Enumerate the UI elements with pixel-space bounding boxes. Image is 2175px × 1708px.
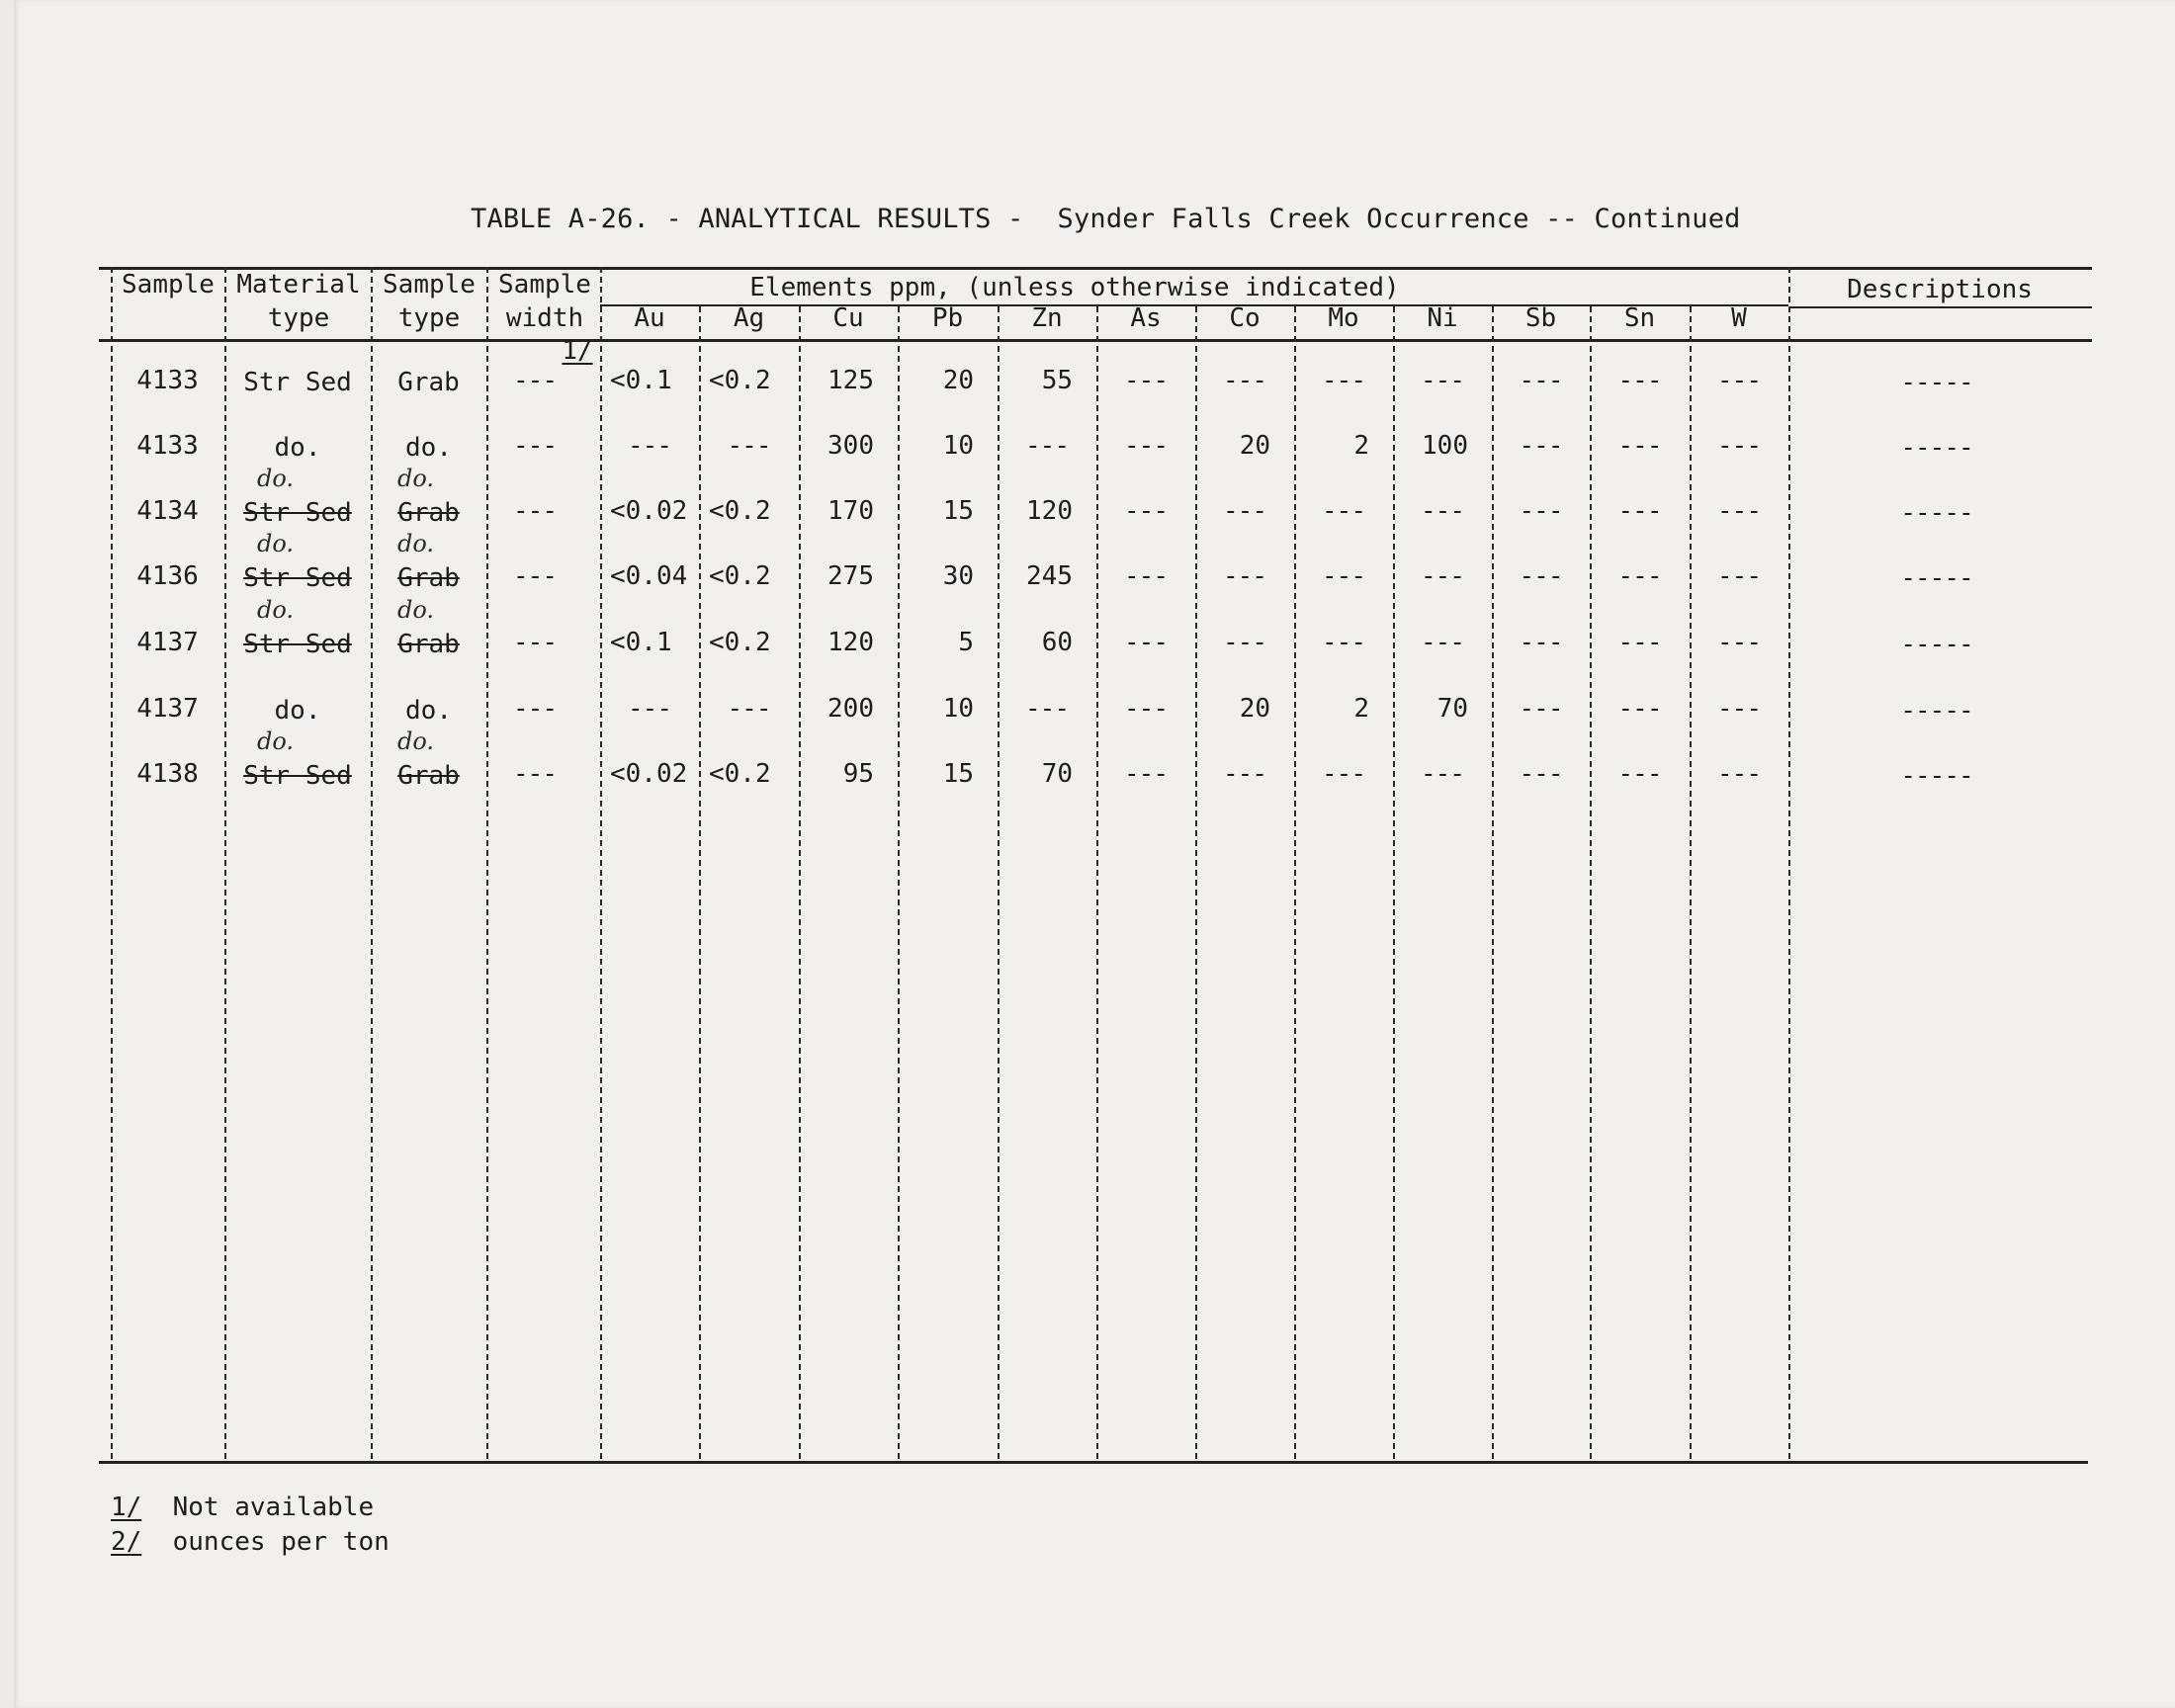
cell-sample-width: --- [513, 694, 557, 724]
header-element-ni: Ni [1427, 303, 1458, 333]
cell-description: ----- [1900, 433, 1973, 463]
header-element-w: W [1731, 303, 1747, 333]
cell-mo: 2 [1353, 694, 1369, 724]
cell-pb: 10 [942, 431, 974, 461]
column-divider [699, 306, 701, 1459]
cell-zn: 120 [1026, 496, 1073, 526]
cell-sample-type: do. [405, 696, 452, 726]
cell-as: --- [1124, 694, 1168, 724]
cell-co: --- [1223, 496, 1266, 526]
header-element-co: Co [1229, 303, 1261, 333]
cell-sample-type: Grab [397, 761, 460, 791]
cell-ag: <0.2 [709, 496, 771, 526]
cell-sample: 4133 [136, 431, 199, 461]
cell-w: --- [1717, 431, 1761, 461]
cell-sample-width: --- [513, 431, 557, 461]
column-divider [1393, 306, 1395, 1459]
cell-as: --- [1124, 431, 1168, 461]
cell-sn: --- [1617, 628, 1662, 657]
cell-zn: --- [1025, 694, 1069, 724]
cell-sample-type: Grab [397, 498, 460, 528]
cell-sample: 4137 [136, 694, 199, 724]
header-material-type: type [267, 303, 330, 333]
cell-ni: 70 [1436, 694, 1468, 724]
cell-sb: --- [1519, 759, 1563, 789]
cell-material-type: Str Sed [243, 368, 352, 397]
cell-co: --- [1223, 628, 1266, 657]
cell-ag: --- [727, 431, 771, 461]
cell-sample-type: Grab [397, 630, 460, 659]
cell-w: --- [1717, 694, 1761, 724]
column-divider [1690, 306, 1692, 1459]
cell-sb: --- [1519, 431, 1563, 461]
cell-au: <0.1 [610, 366, 672, 395]
column-divider [898, 306, 900, 1459]
footnote-1 [111, 1493, 374, 1522]
cell-au: --- [628, 431, 671, 461]
cell-pb: 10 [942, 694, 974, 724]
cell-ni: --- [1421, 759, 1464, 789]
cell-material-type: Str Sed [243, 498, 352, 528]
header-element-sn: Sn [1623, 303, 1656, 333]
cell-pb: 5 [958, 628, 974, 657]
cell-ag: <0.2 [709, 561, 771, 591]
cell-description: ----- [1900, 563, 1973, 593]
header-element-zn: Zn [1031, 303, 1063, 333]
cell-zn: 60 [1041, 628, 1073, 657]
cell-zn: 245 [1026, 561, 1073, 591]
cell-sample-type: do. [405, 433, 452, 463]
cell-sb: --- [1519, 496, 1563, 526]
column-divider [1195, 306, 1197, 1459]
cell-sample: 4137 [136, 628, 199, 657]
footnote-1-text: Not available [172, 1493, 375, 1522]
footnote-2-mark: 2/ [111, 1527, 142, 1557]
header-element-pb: Pb [931, 303, 964, 333]
cell-cu: 200 [827, 694, 874, 724]
cell-sample-width: --- [513, 561, 557, 591]
cell-sn: --- [1617, 694, 1662, 724]
handwritten-sample-type: do. [397, 727, 435, 755]
title-main: TABLE A-26. - ANALYTICAL RESULTS - [471, 204, 1024, 234]
cell-sample-type: Grab [397, 368, 460, 397]
cell-au: --- [628, 694, 671, 724]
header-material: Material [236, 270, 361, 299]
header-element-sb: Sb [1524, 303, 1557, 333]
handwritten-material: do. [257, 596, 295, 624]
cell-co: --- [1223, 759, 1266, 789]
cell-co: --- [1223, 366, 1266, 395]
cell-description: ----- [1900, 696, 1973, 726]
rule-bottom [99, 1461, 2088, 1464]
header-element-ag: Ag [733, 303, 765, 333]
handwritten-material: do. [257, 727, 295, 755]
cell-material-type: Str Sed [243, 630, 352, 659]
header-element-as: As [1130, 303, 1162, 333]
footnote-2-text: ounces per ton [172, 1527, 390, 1557]
cell-sample-width: --- [513, 366, 557, 395]
cell-sn: --- [1617, 366, 1662, 395]
cell-material-type: do. [274, 433, 321, 463]
cell-mo: --- [1322, 759, 1365, 789]
header-sample-width-1: Sample [498, 270, 591, 299]
cell-sample-width: --- [513, 759, 557, 789]
rule-header-bottom [99, 339, 2092, 342]
cell-pb: 20 [942, 366, 974, 395]
cell-mo: --- [1322, 628, 1365, 657]
cell-ag: <0.2 [709, 759, 771, 789]
cell-mo: --- [1322, 561, 1365, 591]
column-divider [998, 306, 1000, 1459]
cell-cu: 170 [827, 496, 874, 526]
cell-as: --- [1124, 366, 1168, 395]
column-divider [1096, 306, 1098, 1459]
cell-ni: --- [1421, 496, 1464, 526]
cell-sample-type: Grab [397, 563, 460, 593]
handwritten-material: do. [257, 465, 295, 492]
cell-ag: <0.2 [709, 628, 771, 657]
cell-cu: 275 [827, 561, 874, 591]
cell-mo: --- [1322, 366, 1365, 395]
cell-sn: --- [1617, 561, 1662, 591]
cell-sn: --- [1617, 496, 1662, 526]
cell-au: <0.02 [610, 759, 688, 789]
cell-sample: 4138 [136, 759, 199, 789]
cell-ni: --- [1421, 628, 1464, 657]
cell-material-type: Str Sed [243, 761, 352, 791]
cell-sb: --- [1519, 628, 1563, 657]
cell-au: <0.02 [610, 496, 688, 526]
header-element-cu: Cu [832, 303, 864, 333]
rule-desc [1788, 306, 2092, 308]
cell-au: <0.04 [610, 561, 688, 591]
column-divider [1294, 306, 1296, 1459]
header-element-mo: Mo [1328, 303, 1359, 333]
cell-pb: 15 [942, 759, 974, 789]
cell-pb: 30 [942, 561, 974, 591]
cell-ag: <0.2 [709, 366, 771, 395]
cell-description: ----- [1900, 630, 1973, 659]
cell-w: --- [1717, 366, 1761, 395]
cell-description: ----- [1900, 368, 1973, 397]
title-sub: Synder Falls Creek Occurrence -- Continued [1057, 204, 1741, 234]
cell-cu: 120 [827, 628, 874, 657]
cell-sample: 4136 [136, 561, 199, 591]
header-sample-width-note: 1/ [562, 336, 593, 366]
column-divider [799, 306, 801, 1459]
cell-ni: --- [1421, 561, 1464, 591]
cell-sample: 4134 [136, 496, 199, 526]
cell-mo: --- [1322, 496, 1365, 526]
cell-w: --- [1717, 561, 1761, 591]
cell-co: 20 [1239, 431, 1270, 461]
cell-as: --- [1124, 628, 1168, 657]
footnote-2 [111, 1527, 390, 1557]
header-sample-width-2: width [505, 303, 584, 333]
cell-description: ----- [1900, 761, 1973, 791]
cell-material-type: Str Sed [243, 563, 352, 593]
handwritten-sample-type: do. [397, 530, 435, 557]
handwritten-sample-type: do. [397, 596, 435, 624]
cell-sb: --- [1519, 694, 1563, 724]
cell-sample: 4133 [136, 366, 199, 395]
table-title [471, 204, 1741, 234]
cell-cu: 95 [842, 759, 874, 789]
header-sample-type-1: Sample [383, 270, 476, 299]
cell-w: --- [1717, 496, 1761, 526]
header-element-au: Au [634, 303, 665, 333]
cell-description: ----- [1900, 498, 1973, 528]
header-descriptions: Descriptions [1847, 275, 2033, 304]
cell-co: --- [1223, 561, 1266, 591]
cell-sb: --- [1519, 366, 1563, 395]
cell-sample-width: --- [513, 628, 557, 657]
cell-pb: 15 [942, 496, 974, 526]
handwritten-material: do. [257, 530, 295, 557]
cell-mo: 2 [1353, 431, 1369, 461]
header-sample: Sample [122, 270, 215, 299]
handwritten-sample-type: do. [397, 465, 435, 492]
cell-co: 20 [1239, 694, 1270, 724]
document-page [14, 0, 2175, 1708]
footnote-1-mark: 1/ [111, 1493, 142, 1522]
cell-au: <0.1 [610, 628, 672, 657]
cell-ni: 100 [1422, 431, 1468, 461]
cell-as: --- [1124, 759, 1168, 789]
cell-zn: 70 [1041, 759, 1073, 789]
cell-ni: --- [1421, 366, 1464, 395]
cell-as: --- [1124, 496, 1168, 526]
column-divider [1590, 306, 1592, 1459]
cell-zn: 55 [1041, 366, 1073, 395]
cell-sn: --- [1617, 759, 1662, 789]
header-elements-span: Elements ppm, (unless otherwise indicated) [749, 273, 1400, 302]
cell-sb: --- [1519, 561, 1563, 591]
cell-w: --- [1717, 628, 1761, 657]
header-sample-type-2: type [397, 303, 461, 333]
cell-material-type: do. [274, 696, 321, 726]
cell-w: --- [1717, 759, 1761, 789]
column-divider [1492, 306, 1494, 1459]
cell-cu: 125 [827, 366, 874, 395]
cell-cu: 300 [827, 431, 874, 461]
cell-ag: --- [727, 694, 771, 724]
cell-zn: --- [1025, 431, 1069, 461]
cell-sample-width: --- [513, 496, 557, 526]
cell-as: --- [1124, 561, 1168, 591]
cell-sn: --- [1617, 431, 1662, 461]
